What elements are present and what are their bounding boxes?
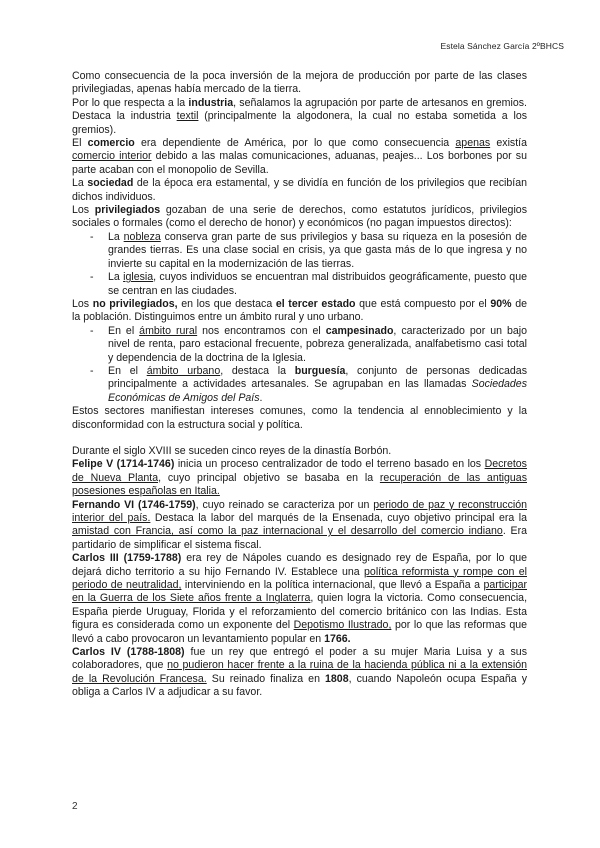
- term-90-percent: 90%: [490, 297, 512, 310]
- term-campesinado: campesinado: [325, 324, 394, 337]
- term-sociedad: sociedad: [87, 177, 134, 190]
- term-industria: industria: [188, 96, 234, 109]
- paragraph-fernando-vi: Fernando VI (1746-1759), cuyo reinado se caracteriza por un periodo de paz y reconstrucción interior del país. Destaca la labor del marqués de la Ensenada, cuyo objetivo principal era la amistad con Francia, así como la paz internacional y el desarrollo del comercio indiano. Era partidario de simplificar el sistema fiscal.: [72, 498, 528, 551]
- page-number: 2: [72, 801, 78, 812]
- term-despotismo-ilustrado: Depotismo Ilustrado,: [293, 619, 392, 632]
- paragraph-borbones: Durante el siglo XVIII se suceden cinco reyes de la dinastía Borbón.: [72, 444, 392, 457]
- term-apenas: apenas: [455, 137, 491, 150]
- term-ambito-urbano: ámbito urbano: [146, 364, 221, 377]
- term-tercer-estado: el tercer estado: [275, 297, 356, 310]
- term-felipe-v: Felipe V (1714-1746): [72, 458, 175, 471]
- dash-bullet: -: [90, 230, 94, 243]
- dash-bullet: -: [90, 271, 94, 284]
- paragraph-sociedad: La sociedad de la época era estamental, y se dividía en función de los privilegios que recibían dichos individuos.: [72, 177, 527, 203]
- list-item-nobleza: - La nobleza conserva gran parte de sus privilegios y basa su riqueza en la posesión de grandes tierras. Es una clase social en crisis, ya que gasta más de lo que ingresa y no invierte su capital en la modernización de las tierras.: [90, 230, 527, 270]
- dash-bullet: -: [90, 364, 94, 377]
- term-recuperacion-italia: recuperación de las antiguas posesiones españolas en Italia.: [72, 471, 527, 498]
- paragraph-intereses: Estos sectores manifiestan intereses comunes, como la tendencia al ennoblecimiento y la disconformidad con la estructura social y política.: [72, 405, 527, 431]
- document-body: [72, 70, 527, 700]
- paragraph-tierra: Como consecuencia de la poca inversión de la mejora de producción por parte de las clases privilegiadas, apenas había mercado de la tierra.: [72, 70, 527, 96]
- term-burguesia: burguesía: [294, 364, 346, 377]
- term-politica-reformista: política reformista y rompe con el periodo de neutralidad,: [72, 565, 527, 592]
- term-privilegiados: privilegiados: [94, 204, 161, 217]
- list-item-iglesia: - La iglesia, cuyos individuos se encuentran mal distribuidos geográficamente, puesto que se centran en las ciudades.: [90, 271, 527, 297]
- term-guerra-siete-anos: participar en la Guerra de los Siete años frente a Inglaterra: [72, 579, 528, 605]
- term-comercio-interior: comercio interior: [72, 150, 152, 163]
- dash-bullet: -: [90, 324, 94, 337]
- term-sociedades-economicas: Sociedades Económicas de Amigos del País: [108, 378, 527, 404]
- term-amistad-francia: amistad con Francia, así como la paz internacional y el desarrollo del comercio indiano: [72, 525, 503, 538]
- term-periodo-paz: periodo de paz y reconstrucción interior del país.: [72, 498, 528, 524]
- term-iglesia: iglesia: [123, 271, 154, 284]
- term-1808: 1808: [325, 672, 349, 685]
- list-item-ambito-urbano: - En el ámbito urbano, destaca la burguesía, conjunto de personas dedicadas principalmente a actividades artesanales. Se agrupaban en las llamadas Sociedades Económicas de Amigos del País.: [90, 364, 527, 404]
- term-nobleza: nobleza: [123, 230, 161, 243]
- paragraph-carlos-iv: Carlos IV (1788-1808) fue un rey que entregó el poder a su mujer Maria Luisa y a sus colaboradores, que no pudieron hacer frente a la ruina de la hacienda pública ni a la extensión de la Revolución Francesa. Su reinado finaliza en 1808, cuando Napoleón ocupa España y obliga a Carlos IV a adjudicar a su favor.: [72, 646, 527, 699]
- term-textil: textil: [176, 110, 199, 123]
- paragraph-no-privilegiados: Los no privilegiados, en los que destaca el tercer estado que está compuesto por el 90% de la población. Distinguimos entre un ámbito rural y uno urbano.: [72, 297, 527, 324]
- term-decretos-nueva-planta: Decretos de Nueva Planta,: [72, 458, 527, 484]
- page-header-author: Estela Sánchez García 2ºBHCS: [440, 41, 564, 51]
- no-privilegiados-list: [72, 325, 527, 405]
- paragraph-privilegiados: Los privilegiados gozaban de una serie de derechos, como estatutos jurídicos, privilegios sociales o formales (como el derecho de honor) y económicos (no pagan impuestos directos):: [72, 204, 527, 230]
- term-fernando-vi: Fernando VI (1746-1759): [72, 498, 196, 511]
- term-1766: 1766.: [324, 632, 351, 645]
- term-carlos-iv: Carlos IV (1788-1808): [72, 646, 185, 659]
- term-comercio: comercio: [87, 137, 135, 150]
- paragraph-comercio: El comercio era dependiente de América, por lo que como consecuencia apenas existía comercio interior debido a las malas comunicaciones, aduanas, peajes... Los borbones por su parte acaban con el monopolio de Sevilla.: [72, 137, 527, 176]
- privilegiados-list: [72, 231, 527, 298]
- paragraph-felipe-v: Felipe V (1714-1746) inicia un proceso centralizador de todo el terreno basado en los Decretos de Nueva Planta, cuyo principal objetivo se basaba en la recuperación de las antiguas posesiones españolas en Italia.: [72, 458, 527, 498]
- paragraph-industria: Por lo que respecta a la industria, señalamos la agrupación por parte de artesanos en gremios. Destaca la industria textil (principalmente la algodonera, la cual no estaba sometida a los gremios).: [72, 96, 528, 136]
- list-item-ambito-rural: - En el ámbito rural nos encontramos con el campesinado, caracterizado por un bajo nivel de renta, paro estacional frecuente, pobreza generalizada, analfabetismo casi total y dependencia de la doctrina de la Iglesia.: [90, 324, 528, 364]
- term-ambito-rural: ámbito rural: [139, 324, 198, 337]
- term-no-privilegiados: no privilegiados,: [92, 297, 178, 310]
- term-ruina-hacienda: no pudieron hacer frente a la ruina de la hacienda pública ni a la extensión de la Revolución Francesa.: [72, 659, 527, 685]
- paragraph-carlos-iii: Carlos III (1759-1788) era rey de Nápoles cuando es designado rey de España, por lo que dejará dicho territorio a su hijo Fernando IV. Establece una política reformista y rompe con el periodo de neutralidad, interviniendo en la política internacional, que llevó a España a participar en la Guerra de los Siete años frente a Inglaterra, quien logra la victoria. Como consecuencia, España pierde Uruguay, Florida y el reforzamiento del comercio británico con las Indias. Esta figura es considerada como un exponente del Depotismo Ilustrado, por lo que las reformas que llevó a cabo provocaron un levantamiento popular en 1766.: [72, 552, 528, 645]
- term-carlos-iii: Carlos III (1759-1788): [72, 552, 182, 565]
